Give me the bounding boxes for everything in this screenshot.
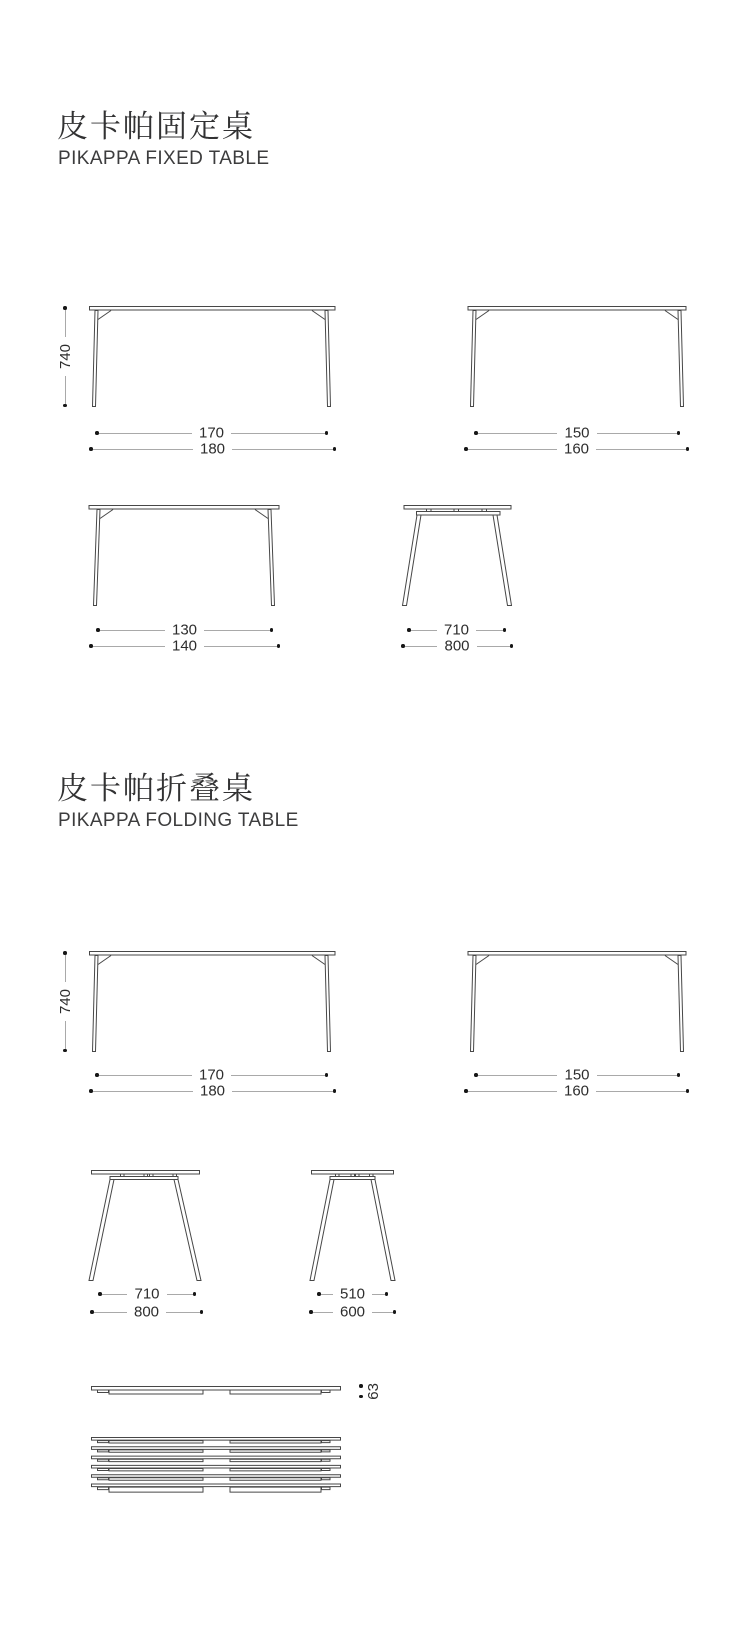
dim-dot (325, 1073, 329, 1077)
dim-dot (333, 447, 337, 451)
dim-dot (359, 1395, 363, 1399)
dim-label: 740 (56, 343, 74, 370)
dim-dot (510, 644, 514, 648)
width-dimension-170 (95, 425, 328, 441)
dim-line (100, 630, 165, 631)
folding-table-folded-flat-drawing (91, 1386, 341, 1398)
dim-label: 160 (563, 440, 590, 457)
dim-label: 170 (198, 424, 225, 441)
fixed-table-side-view-180-drawing (86, 306, 337, 407)
dim-line (102, 1294, 128, 1295)
dim-dot (503, 628, 507, 632)
dim-line (596, 1091, 685, 1092)
dim-line (166, 1312, 199, 1313)
dim-label: 160 (563, 1082, 590, 1099)
dim-line (468, 449, 557, 450)
dim-label: 800 (444, 637, 470, 654)
dim-label: 600 (339, 1303, 366, 1320)
dim-dot (63, 1049, 67, 1053)
dim-dots (359, 1384, 363, 1398)
dim-line (596, 449, 685, 450)
dim-label: 170 (198, 1066, 225, 1083)
width-dimension-160 (464, 1083, 689, 1099)
dim-label: 150 (564, 1066, 590, 1083)
folding-table-front-view-800-drawing (89, 1170, 201, 1281)
dim-label: 140 (171, 637, 198, 654)
dim-dot (325, 431, 329, 435)
width-dimension-150 (474, 1067, 680, 1083)
width-dimension-130 (96, 622, 273, 638)
dim-line (93, 449, 193, 450)
dim-label: 180 (199, 440, 226, 457)
dim-line (232, 1091, 332, 1092)
width-dimension-180 (89, 441, 336, 457)
folding-table-side-view-180-drawing (86, 951, 337, 1052)
dim-line (476, 630, 502, 631)
dim-label: 180 (199, 1082, 226, 1099)
dim-label: 150 (564, 424, 590, 441)
dim-line (597, 1075, 677, 1076)
dim-line (65, 955, 66, 982)
dim-dot (385, 1292, 389, 1296)
dim-line (232, 449, 332, 450)
dim-line (167, 1294, 193, 1295)
folding-table-stacked-drawing (91, 1437, 341, 1495)
dim-line (65, 1021, 66, 1048)
dim-label: 800 (133, 1303, 160, 1320)
dim-label: 63 (364, 1383, 382, 1400)
dim-line (405, 646, 438, 647)
depth-dimension-710 (98, 1286, 196, 1302)
dim-line (411, 630, 437, 631)
depth-dimension-800 (90, 1304, 203, 1320)
folding-table-front-view-600-drawing (310, 1170, 395, 1281)
height-dimension-740 (58, 951, 72, 1052)
dim-dot (393, 1310, 397, 1314)
dim-dot (677, 1073, 681, 1077)
dim-dot (686, 1089, 690, 1093)
width-dimension-160 (464, 441, 689, 457)
width-dimension-150 (474, 425, 680, 441)
fixed-table-side-view-160-drawing (465, 306, 689, 407)
section-2-title-english: PIKAPPA FOLDING TABLE (58, 810, 299, 831)
depth-dimension-600 (309, 1304, 396, 1320)
thickness-dimension-63 (359, 1383, 381, 1400)
dim-dot (270, 628, 274, 632)
dim-label: 130 (171, 621, 198, 638)
dim-line (478, 1075, 558, 1076)
fixed-table-front-view-drawing (402, 505, 512, 606)
dim-line (321, 1294, 333, 1295)
dim-line (204, 646, 276, 647)
dim-line (597, 433, 677, 434)
section-1-title-chinese: 皮卡帕固定桌 (57, 109, 255, 144)
folding-table-side-view-160-drawing (465, 951, 689, 1052)
dim-label: 710 (134, 1285, 160, 1302)
width-dimension-170 (95, 1067, 328, 1083)
dim-line (65, 376, 66, 403)
dim-line (372, 1294, 384, 1295)
dim-dot (677, 431, 681, 435)
dim-line (231, 1075, 324, 1076)
dim-line (478, 433, 558, 434)
dim-dot (193, 1292, 197, 1296)
depth-dimension-800 (401, 638, 513, 654)
dim-dot (277, 644, 281, 648)
dim-dot (333, 1089, 337, 1093)
section-2-title-chinese: 皮卡帕折叠桌 (57, 771, 255, 806)
dim-dot (63, 404, 67, 408)
dim-line (204, 630, 269, 631)
section-1-title-english: PIKAPPA FIXED TABLE (58, 148, 270, 169)
depth-dimension-510 (317, 1286, 388, 1302)
dim-line (477, 646, 510, 647)
dim-line (93, 1091, 193, 1092)
dim-line (468, 1091, 557, 1092)
dim-line (65, 310, 66, 337)
dim-line (94, 1312, 127, 1313)
dim-dot (359, 1384, 363, 1388)
dim-label: 740 (56, 988, 74, 1015)
dim-line (231, 433, 324, 434)
dim-line (93, 646, 165, 647)
height-dimension-740 (58, 306, 72, 407)
dim-line (99, 433, 192, 434)
dim-line (372, 1312, 392, 1313)
width-dimension-180 (89, 1083, 336, 1099)
dim-dot (686, 447, 690, 451)
fixed-table-side-view-140-drawing (86, 505, 282, 606)
dim-dot (200, 1310, 204, 1314)
width-dimension-140 (89, 638, 280, 654)
dim-label: 710 (443, 621, 470, 638)
depth-dimension-710 (407, 622, 506, 638)
dim-line (313, 1312, 333, 1313)
dim-label: 510 (339, 1285, 366, 1302)
dim-line (99, 1075, 192, 1076)
